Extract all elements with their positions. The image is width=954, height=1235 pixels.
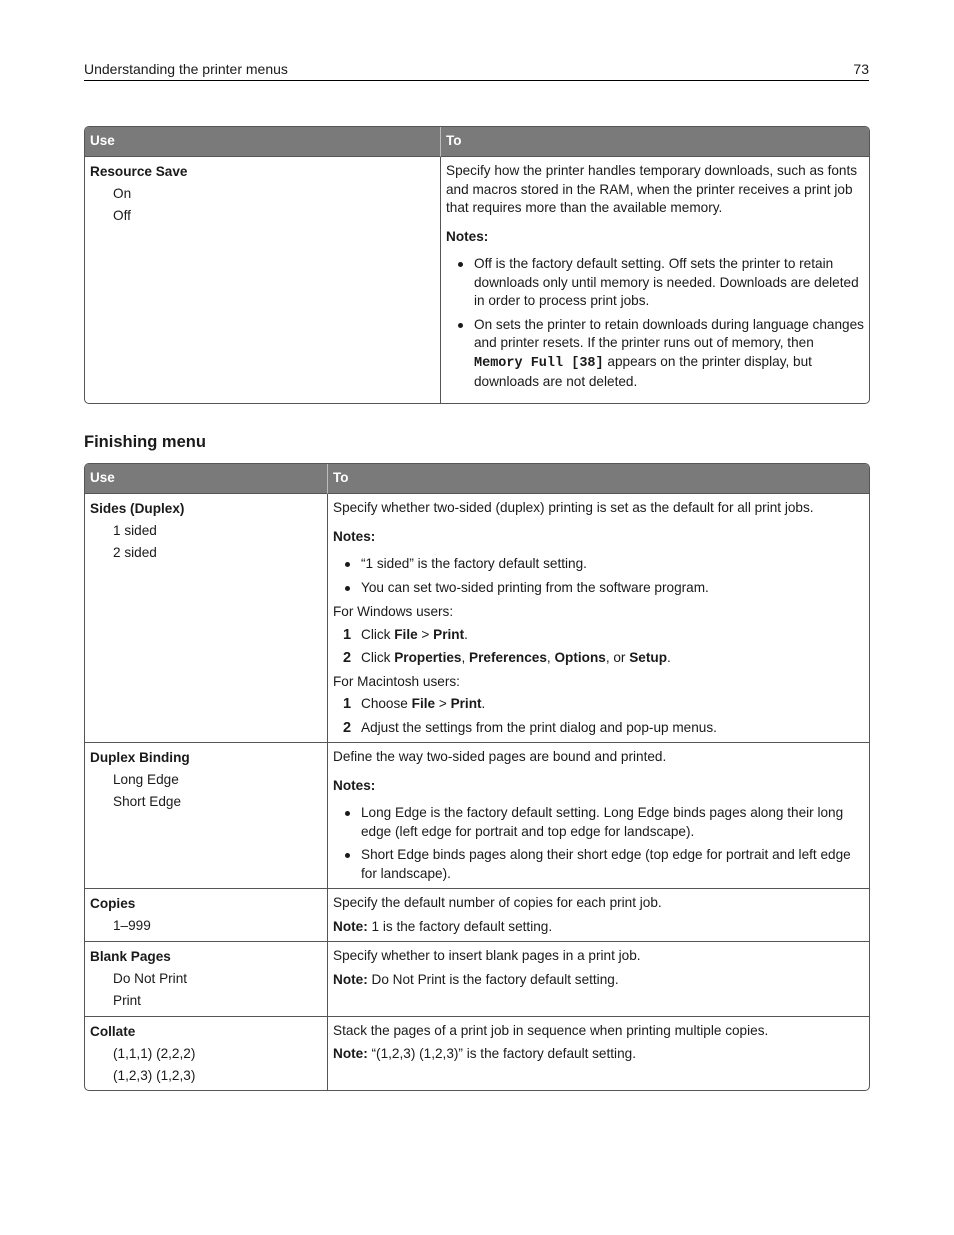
note bbox=[333, 1045, 864, 1064]
bullet-icon bbox=[458, 262, 463, 267]
bullet-icon bbox=[345, 562, 350, 567]
to-cell bbox=[327, 1016, 869, 1091]
step-text: . bbox=[481, 696, 486, 711]
col-header-use: Use bbox=[85, 127, 440, 157]
list-item bbox=[333, 626, 864, 645]
to-cell bbox=[327, 742, 869, 888]
description: Specify the default number of copies for each print job. bbox=[333, 895, 662, 910]
step-bold: File bbox=[394, 626, 418, 642]
setting-option: (1,1,1) (2,2,2) bbox=[113, 1045, 196, 1061]
step-number: 1 bbox=[343, 696, 352, 712]
note-label: Note: bbox=[333, 1046, 368, 1061]
step-number: 2 bbox=[343, 719, 352, 736]
bullet-icon bbox=[345, 586, 350, 591]
note-text: Short Edge binds pages along their short edge (top edge for portrait and left edge for landscape). bbox=[361, 847, 851, 881]
setting-name: Duplex Binding bbox=[90, 750, 190, 765]
step-bold: File bbox=[411, 696, 436, 711]
running-header bbox=[84, 59, 869, 81]
step-text: , bbox=[546, 650, 555, 665]
step-text: , or bbox=[605, 650, 630, 665]
note bbox=[333, 918, 864, 937]
use-cell bbox=[85, 157, 440, 403]
description: Specify whether to insert blank pages in a print job. bbox=[333, 948, 641, 963]
note-label: Note: bbox=[333, 918, 368, 934]
finishing-menu-table bbox=[84, 463, 870, 1091]
step-text: > bbox=[435, 696, 451, 711]
setting-option: Do Not Print bbox=[113, 971, 188, 986]
mac-steps bbox=[333, 695, 864, 737]
description: Specify whether two-sided (duplex) printing is set as the default for all print jobs. bbox=[333, 500, 814, 515]
use-cell bbox=[85, 742, 327, 888]
step-bold: Options bbox=[554, 650, 606, 665]
setting-option: Print bbox=[113, 993, 141, 1008]
note-text: appears on the printer display, but downloads are not deleted. bbox=[474, 353, 812, 389]
list-item bbox=[446, 316, 864, 392]
page-number: 73 bbox=[853, 61, 869, 77]
setting-name: Sides (Duplex) bbox=[90, 501, 185, 516]
to-cell bbox=[327, 888, 869, 941]
step-text: Click bbox=[361, 626, 395, 642]
list-item bbox=[333, 579, 864, 598]
setting-option: 1–999 bbox=[113, 918, 151, 933]
step-bold: Setup bbox=[629, 650, 667, 665]
note-text: 1 is the factory default setting. bbox=[367, 918, 553, 934]
note-text: On sets the printer to retain downloads during language changes and printer resets. If the printer runs out of memory, then bbox=[474, 316, 864, 350]
header-title: Understanding the printer menus bbox=[84, 61, 288, 77]
description: Define the way two-sided pages are bound and printed. bbox=[333, 749, 667, 764]
notes-list bbox=[333, 804, 864, 883]
step-bold: Preferences bbox=[469, 650, 547, 665]
section-heading: Finishing menu bbox=[84, 433, 206, 451]
table-row bbox=[85, 157, 869, 403]
list-item bbox=[333, 555, 864, 574]
description: Specify how the printer handles temporary downloads, such as fonts and macros stored in the RAM, when the printer receives a print job that requires more than the available memory. bbox=[446, 163, 858, 215]
note bbox=[333, 971, 864, 990]
note-text: Long Edge is the factory default setting. Long Edge binds pages along their long edge (left edge for portrait and top edge for landscape). bbox=[361, 805, 844, 839]
step-text: Adjust the settings from the print dialog and pop-up menus. bbox=[361, 719, 717, 735]
setting-option: 2 sided bbox=[113, 545, 157, 560]
step-bold: Print bbox=[433, 626, 465, 642]
resource-save-table bbox=[84, 126, 870, 404]
use-cell bbox=[85, 941, 327, 1016]
use-cell bbox=[85, 494, 327, 742]
table-header-row bbox=[85, 464, 869, 494]
mac-label: For Macintosh users: bbox=[333, 673, 460, 689]
use-cell bbox=[85, 1016, 327, 1091]
setting-option: Off bbox=[113, 208, 131, 223]
setting-name: Copies bbox=[90, 896, 136, 911]
bullet-icon bbox=[345, 811, 350, 816]
setting-option: On bbox=[113, 186, 132, 201]
setting-option: Long Edge bbox=[113, 772, 179, 787]
to-cell bbox=[327, 494, 869, 742]
notes-list bbox=[333, 555, 864, 597]
step-text: > bbox=[417, 626, 434, 642]
list-item bbox=[333, 649, 864, 668]
notes-label: Notes: bbox=[333, 528, 376, 544]
step-bold: Print bbox=[450, 696, 482, 711]
code-text: Memory Full [38] bbox=[474, 355, 604, 371]
step-text: . bbox=[667, 650, 671, 665]
setting-name: Collate bbox=[90, 1023, 136, 1039]
step-text: Choose bbox=[361, 696, 412, 711]
bullet-icon bbox=[458, 323, 463, 328]
col-header-use: Use bbox=[85, 464, 327, 494]
windows-label: For Windows users: bbox=[333, 604, 454, 619]
table-row bbox=[85, 941, 869, 1016]
step-text: . bbox=[464, 626, 468, 642]
to-cell bbox=[440, 157, 869, 403]
notes-label: Notes: bbox=[446, 228, 489, 244]
step-bold: Properties bbox=[394, 650, 462, 665]
col-header-to: To bbox=[327, 464, 869, 494]
note-text: “(1,2,3) (1,2,3)” is the factory default setting. bbox=[367, 1046, 636, 1061]
table-row bbox=[85, 1016, 869, 1091]
list-item bbox=[333, 695, 864, 714]
to-cell bbox=[327, 941, 869, 1016]
list-item bbox=[333, 719, 864, 738]
notes-list bbox=[446, 255, 864, 392]
notes-label: Notes: bbox=[333, 777, 376, 793]
setting-option: 1 sided bbox=[113, 523, 157, 538]
step-text: , bbox=[461, 650, 470, 665]
list-item bbox=[446, 255, 864, 311]
step-text: Click bbox=[361, 650, 395, 665]
step-number: 1 bbox=[343, 626, 352, 643]
list-item bbox=[333, 846, 864, 883]
note-text: “1 sided” is the factory default setting. bbox=[361, 556, 587, 571]
note-text: Off is the factory default setting. Off sets the printer to retain downloads only until memory is needed. Downloads are deleted in order to process print jobs. bbox=[474, 256, 859, 308]
table-row bbox=[85, 494, 869, 742]
description: Stack the pages of a print job in sequence when printing multiple copies. bbox=[333, 1022, 769, 1038]
table-row bbox=[85, 888, 869, 941]
note-text: You can set two-sided printing from the software program. bbox=[361, 579, 709, 595]
windows-steps bbox=[333, 626, 864, 668]
list-item bbox=[333, 804, 864, 841]
use-cell bbox=[85, 888, 327, 941]
note-label: Note: bbox=[333, 971, 368, 987]
step-number: 2 bbox=[343, 650, 352, 666]
table-row bbox=[85, 742, 869, 888]
setting-option: (1,2,3) (1,2,3) bbox=[113, 1067, 196, 1083]
table-header-row bbox=[85, 127, 869, 157]
setting-name: Resource Save bbox=[90, 164, 188, 179]
note-text: Do Not Print is the factory default setting. bbox=[367, 971, 619, 987]
setting-name: Blank Pages bbox=[90, 949, 171, 964]
col-header-to: To bbox=[440, 127, 869, 157]
setting-option: Short Edge bbox=[113, 794, 182, 809]
bullet-icon bbox=[345, 853, 350, 858]
